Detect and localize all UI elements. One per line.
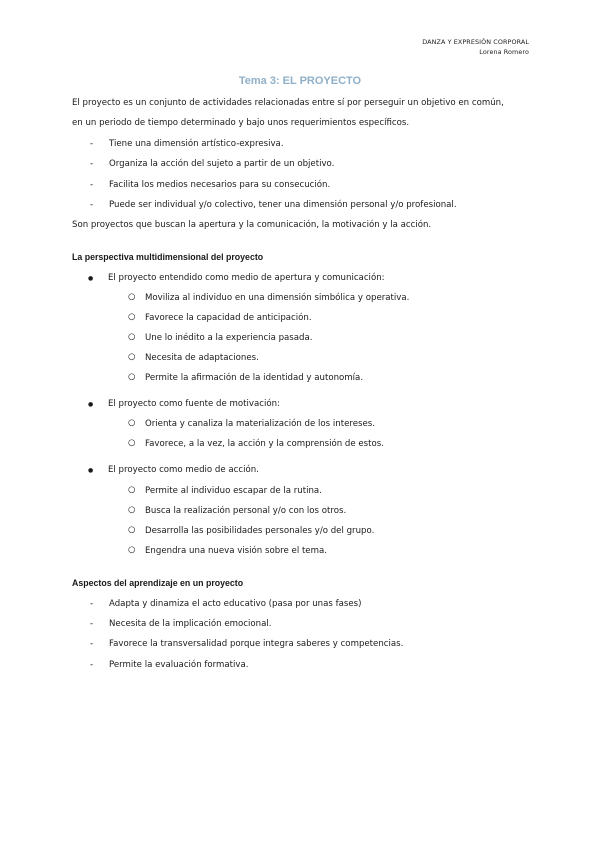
- circle-marker: ○: [128, 312, 136, 322]
- group-item: Favorece, a la vez, la acción y la comprensión de estos.: [145, 439, 384, 449]
- group-item: Engendra una nueva visión sobre el tema.: [145, 546, 327, 556]
- dash-marker: -: [90, 639, 94, 649]
- circle-marker: ○: [128, 525, 136, 535]
- dash-marker: -: [90, 599, 94, 609]
- group-label: El proyecto como fuente de motivación:: [108, 399, 280, 409]
- circle-marker: ○: [128, 332, 136, 342]
- bullet-marker: ●: [88, 401, 94, 408]
- aprendizaje-item: Necesita de la implicación emocional.: [109, 619, 272, 629]
- intro-line-2: en un periodo de tiempo determinado y bajo unos requerimientos específicos.: [72, 118, 410, 128]
- group-item: Une lo inédito a la experiencia pasada.: [145, 333, 313, 343]
- bullet-marker: ●: [88, 467, 94, 474]
- group-item: Moviliza al individuo en una dimensión simbólica y operativa.: [145, 293, 410, 303]
- group-item: Favorece la capacidad de anticipación.: [145, 313, 312, 323]
- feature-item: Tiene una dimensión artístico-expresiva.: [109, 139, 284, 149]
- aprendizaje-item: Adapta y dinamiza el acto educativo (pasa por unas fases): [109, 599, 362, 609]
- group-item: Desarrolla las posibilidades personales y/o del grupo.: [145, 526, 375, 536]
- group-item: Orienta y canaliza la materialización de los intereses.: [145, 419, 375, 429]
- group-item: Permite al individuo escapar de la rutina.: [145, 486, 322, 496]
- page-header: [422, 37, 529, 57]
- page-title: Tema 3: EL PROYECTO: [238, 75, 362, 87]
- section-heading-perspectiva: La perspectiva multidimensional del proyecto: [72, 252, 264, 262]
- circle-marker: ○: [128, 292, 136, 302]
- dash-marker: -: [90, 159, 94, 169]
- header-author: Lorena Romero: [479, 48, 529, 56]
- section-heading-aprendizaje: Aspectos del aprendizaje en un proyecto: [72, 578, 244, 588]
- circle-marker: ○: [128, 352, 136, 362]
- intro-line-1: El proyecto es un conjunto de actividades relacionadas entre sí por perseguir un objetivo en común,: [72, 98, 504, 108]
- header-course: DANZA Y EXPRESIÓN CORPORAL: [422, 38, 529, 46]
- group-label: El proyecto entendido como medio de apertura y comunicación:: [108, 273, 385, 283]
- group-item: Permite la afirmación de la identidad y autonomía.: [145, 373, 364, 383]
- dash-marker: -: [90, 660, 94, 670]
- feature-item: Facilita los medios necesarios para su consecución.: [109, 180, 331, 190]
- summary-text: Son proyectos que buscan la apertura y la comunicación, la motivación y la acción.: [72, 220, 432, 230]
- circle-marker: ○: [128, 545, 136, 555]
- circle-marker: ○: [128, 485, 136, 495]
- group-label: El proyecto como medio de acción.: [108, 465, 259, 475]
- dash-marker: -: [90, 200, 94, 210]
- dash-marker: -: [90, 180, 94, 190]
- dash-marker: -: [90, 619, 94, 629]
- group-item: Busca la realización personal y/o con los otros.: [145, 506, 347, 516]
- bullet-marker: ●: [88, 275, 94, 282]
- group-item: Necesita de adaptaciones.: [145, 353, 259, 363]
- circle-marker: ○: [128, 372, 136, 382]
- feature-item: Puede ser individual y/o colectivo, tener una dimensión personal y/o profesional.: [109, 200, 457, 210]
- circle-marker: ○: [128, 418, 136, 428]
- circle-marker: ○: [128, 438, 136, 448]
- feature-item: Organiza la acción del sujeto a partir de un objetivo.: [109, 159, 335, 169]
- circle-marker: ○: [128, 505, 136, 515]
- aprendizaje-item: Permite la evaluación formativa.: [109, 660, 249, 670]
- aprendizaje-item: Favorece la transversalidad porque integra saberes y competencias.: [109, 639, 404, 649]
- dash-marker: -: [90, 139, 94, 149]
